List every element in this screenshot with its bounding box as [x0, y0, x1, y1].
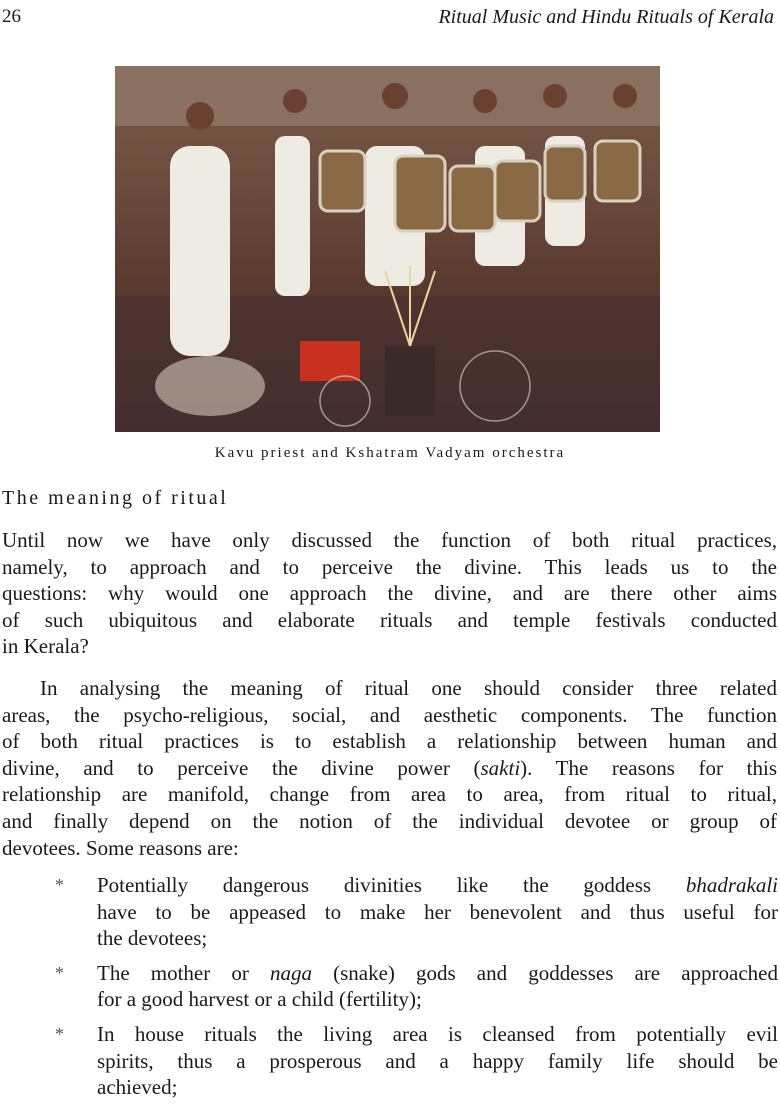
page-number: 26 [2, 6, 21, 27]
bullet-item [0, 872, 778, 952]
text-line: The mother or naga (snake) gods and goddesses are approached [97, 960, 778, 985]
bullet-item [0, 960, 778, 1013]
running-title: Ritual Music and Hindu Rituals of Kerala [438, 6, 774, 28]
bullet-item [0, 1021, 778, 1101]
photo-illustration [115, 66, 660, 432]
text-line: Potentially dangerous divinities like the goddess bhadrakali [97, 873, 778, 897]
asterisk-bullet-icon: * [55, 875, 64, 895]
asterisk-bullet-icon: * [55, 962, 64, 983]
text-line: divine, and to perceive the divine power (sakti). The reasons for this [2, 755, 777, 780]
text-line: achieved; [97, 1075, 178, 1100]
figure-photo [115, 66, 660, 432]
asterisk-bullet-icon: * [55, 1023, 64, 1044]
text-line: In house rituals the living area is cleansed from potentially evil [97, 1021, 778, 1046]
text-line: namely, to approach and to perceive the divine. This leads us to the [2, 554, 777, 579]
text-line: spirits, thus a prosperous and a happy family life should be [97, 1048, 778, 1073]
paragraph-2 [2, 675, 777, 861]
paragraph-1 [2, 527, 777, 660]
text-line: questions: why would one approach the divine, and are there other aims [2, 581, 777, 606]
bullet-list [0, 872, 778, 1109]
text-line: in Kerala? [2, 634, 89, 659]
text-line: Until now we have only discussed the function of both ritual practices, [2, 528, 777, 552]
text-line: of both ritual practices is to establish a relationship between human and [2, 729, 777, 754]
text-line: the devotees; [97, 926, 208, 951]
section-heading: The meaning of ritual [2, 487, 229, 509]
text-line: relationship are manifold, change from area to area, from ritual to ritual, [2, 782, 777, 807]
text-line: In analysing the meaning of ritual one should consider three related [40, 676, 777, 700]
figure-caption: Kavu priest and Kshatram Vadyam orchestra [214, 445, 566, 461]
text-line: have to be appeased to make her benevolent and thus useful for [97, 899, 778, 924]
text-line: areas, the psycho-religious, social, and aesthetic components. The function [2, 702, 777, 727]
text-line: devotees. Some reasons are: [2, 835, 239, 860]
text-line: and finally depend on the notion of the individual devotee or group of [2, 808, 777, 833]
text-line: of such ubiquitous and elaborate rituals and temple festivals conducted [2, 607, 777, 632]
text-line: for a good harvest or a child (fertility); [97, 987, 422, 1012]
